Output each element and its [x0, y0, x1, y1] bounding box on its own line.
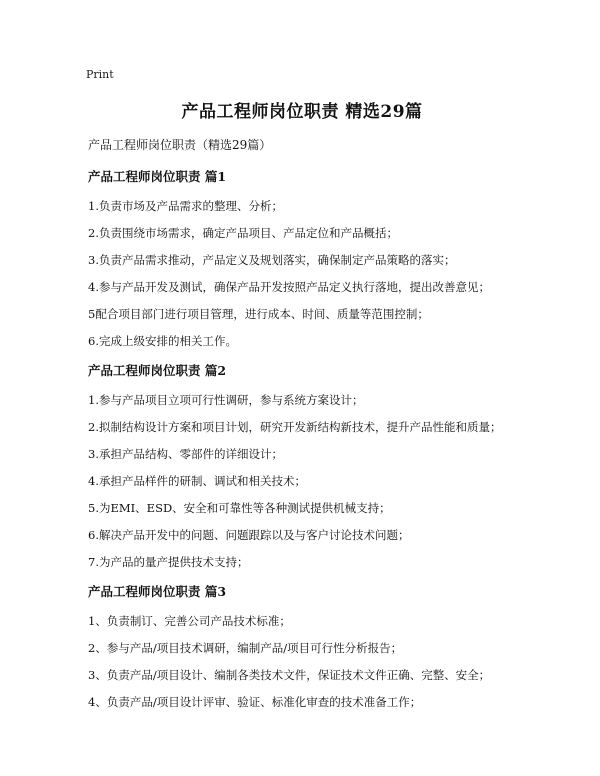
list-item: 4.参与产品开发及测试，确保产品开发按照产品定义执行落地，提出改善意见； — [88, 280, 490, 294]
list-item: 3.负责产品需求推动，产品定义及规划落实，确保制定产品策略的落实； — [88, 253, 456, 267]
list-item: 5.为EMI、ESD、安全和可靠性等各种测试提供机械支持； — [88, 501, 391, 515]
list-item: 4.承担产品样件的研制、调试和相关技术； — [88, 474, 306, 488]
print-label: Print — [86, 68, 114, 81]
list-item: 5配合项目部门进行项目管理，进行成本、时间、质量等范围控制； — [88, 307, 429, 321]
list-item: 6.完成上级安排的相关工作。 — [88, 334, 237, 348]
section-1 — [88, 167, 516, 348]
list-item: 7.为产品的量产提供技术支持； — [88, 555, 249, 569]
list-item: 4、负责产品/项目设计评审、验证、标准化审查的技术准备工作； — [88, 695, 422, 709]
list-item: 2.负责围绕市场需求，确定产品项目、产品定位和产品概括； — [88, 226, 398, 240]
list-item: 6.解决产品开发中的问题、问题跟踪以及与客户讨论技术问题； — [88, 528, 410, 542]
section-2 — [88, 361, 516, 569]
list-item: 2、参与产品/项目技术调研，编制产品/项目可行性分析报告； — [88, 641, 403, 655]
list-item: 1.负责市场及产品需求的整理、分析； — [88, 199, 283, 213]
section-heading: 产品工程师岗位职责 篇1 — [88, 169, 227, 184]
list-item: 2.拟制结构设计方案和项目计划，研究开发新结构新技术，提升产品性能和质量； — [88, 420, 502, 434]
section-heading: 产品工程师岗位职责 篇2 — [88, 363, 227, 378]
list-item: 3、负责产品/项目设计、编制各类技术文件，保证技术文件正确、完整、安全； — [88, 668, 491, 682]
document-subtitle: 产品工程师岗位职责（精选29篇） — [88, 138, 272, 152]
list-item: 1.参与产品项目立项可行性调研，参与系统方案设计； — [88, 393, 364, 407]
section-3 — [88, 582, 516, 709]
section-heading: 产品工程师岗位职责 篇3 — [88, 584, 227, 599]
list-item: 1、负责制订、完善公司产品技术标准； — [88, 614, 291, 628]
list-item: 3.承担产品结构、零部件的详细设计； — [88, 447, 283, 461]
document-title: 产品工程师岗位职责 精选29篇 — [181, 102, 423, 122]
